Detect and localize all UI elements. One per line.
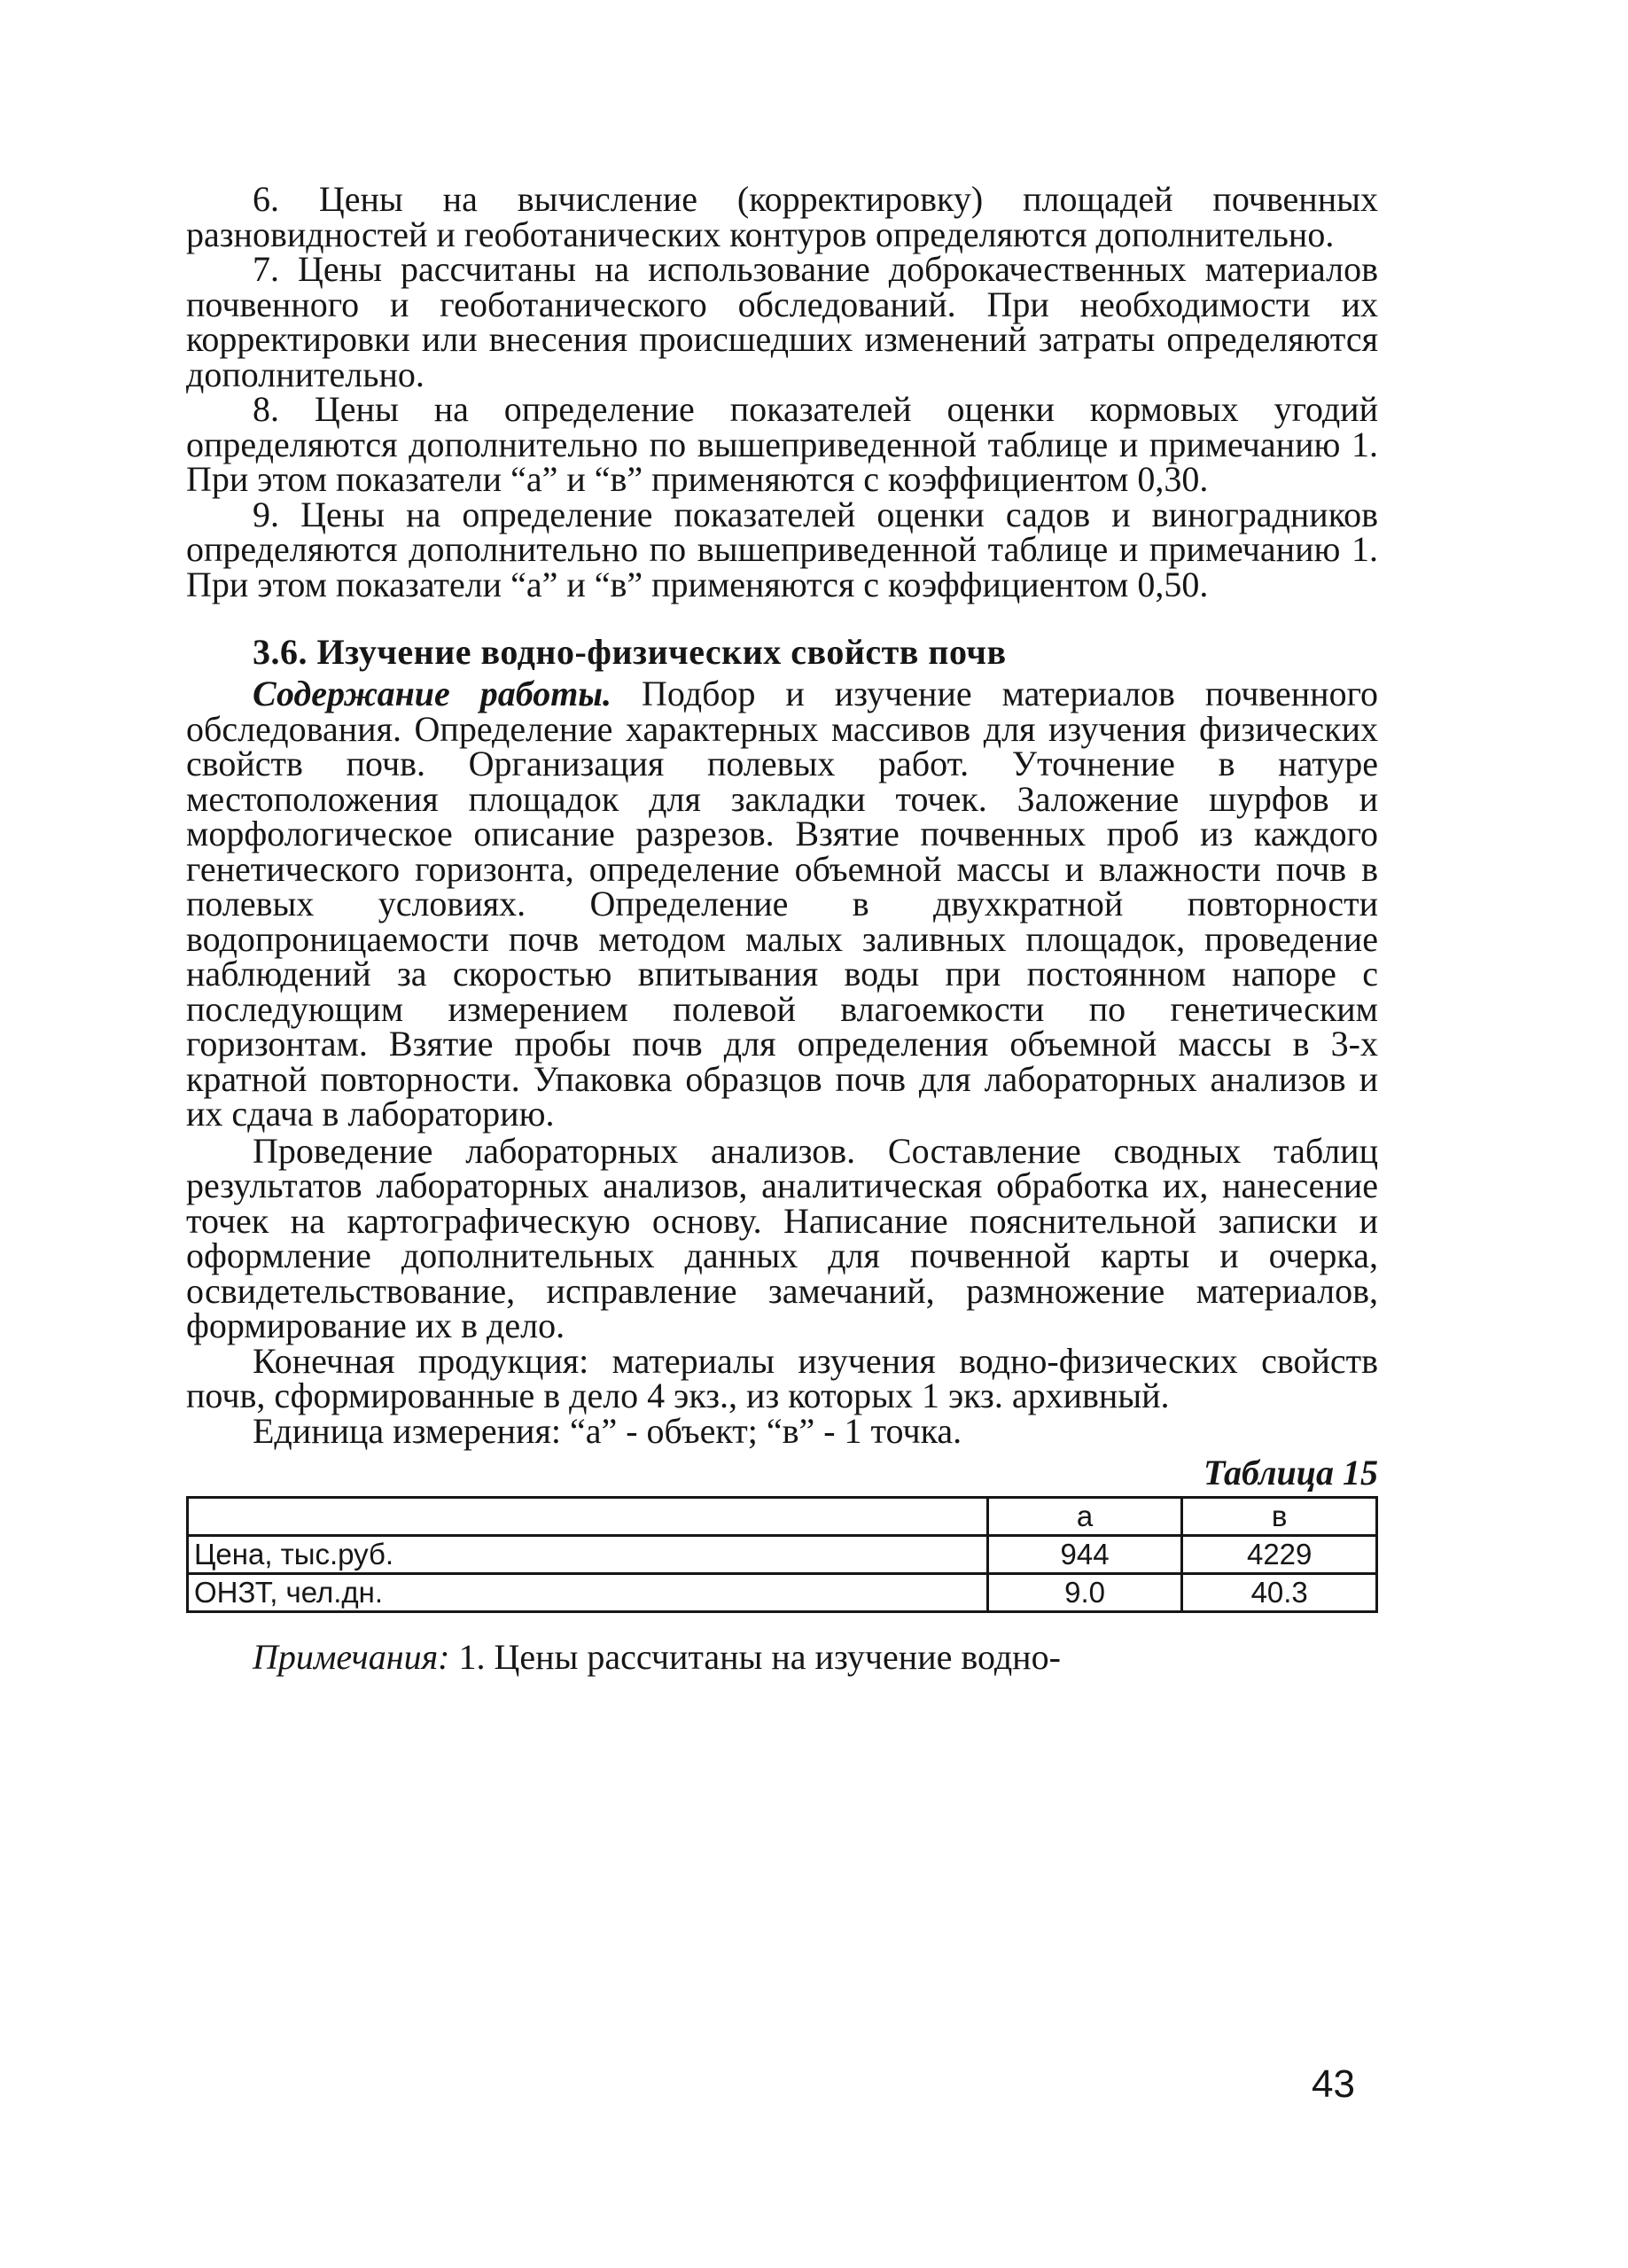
notes-label: Примечания:: [253, 1637, 450, 1677]
table-row-label: Цена, тыс.руб.: [188, 1536, 988, 1574]
table-cell-a: 944: [987, 1536, 1182, 1574]
document-page: [186, 179, 1378, 1677]
paragraph-8: 8. Цены на определение показателей оценки кормовых угодий определяются дополнительно по вышеприведенной таблице и примечанию 1. При этом показатели “а” и “в” применяются с коэффициентом 0,30.: [186, 389, 1378, 499]
table-caption: Таблица 15: [1203, 1453, 1378, 1493]
product-paragraph: Конечная продукция: материалы изучения водно-физических свойств почв, сформированные в дело 4 экз., из которых 1 экз. архивный.: [186, 1340, 1378, 1415]
table-row: [188, 1536, 1377, 1574]
paragraph-7: 7. Цены рассчитаны на использование доброкачественных материалов почвенного и геоботанического обследований. При необходимости их корректировки или внесения происшедших изменений затраты определяются дополнительно.: [186, 249, 1378, 394]
lab-paragraph: Проведение лабораторных анализов. Составление сводных таблиц результатов лабораторных анализов, аналитическая обработка их, нанесение точек на картографическую основу. Написание пояснительной записки и оформление дополнительных данных для почвенной карты и очерка, освидетельствование, исправление замечаний, размножение материалов, формирование их в дело.: [186, 1130, 1378, 1345]
table-cell-a: 9.0: [987, 1574, 1182, 1612]
table-cell-b: 40.3: [1182, 1574, 1377, 1612]
unit-paragraph: Единица измерения: “а” - объект; “в” - 1 точка.: [253, 1410, 962, 1451]
section-heading: 3.6. Изучение водно-физических свойств почв: [253, 632, 1007, 672]
table-row: [188, 1574, 1377, 1612]
table-header-cell-b: в: [1182, 1498, 1377, 1536]
table-header-cell-a: а: [987, 1498, 1182, 1536]
table-header-cell-empty: [188, 1498, 988, 1536]
notes-text: 1. Цены рассчитаны на изучение водно-: [449, 1637, 1061, 1677]
price-table: [186, 1496, 1378, 1613]
content-paragraph: [186, 676, 1378, 1132]
table-row-label: ОНЗТ, чел.дн.: [188, 1574, 988, 1612]
table-cell-b: 4229: [1182, 1536, 1377, 1574]
table-header-row: [188, 1498, 1377, 1536]
paragraph-9: 9. Цены на определение показателей оценки садов и виноградников определяются дополнительно по вышеприведенной таблице и примечанию 1. При этом показатели “а” и “в” применяются с коэффициентом 0,50.: [186, 494, 1378, 604]
notes-paragraph: [186, 1637, 1378, 1677]
content-text: Подбор и изучение материалов почвенного обследования. Определение характерных массивов для изучения физических свойств почв. Организация полевых работ. Уточнение в натуре местоположения площадок для закладки точек. Заложение шурфов и морфологическое описание разрезов. Взятие почвенных проб из каждого генетического горизонта, определение объемной массы и влажности почв в полевых условиях. Определение в двухкратной повторности водопроницаемости почв методом малых заливных площадок, проведение наблюдений за скоростью впитывания воды при постоянном напоре с последующим измерением полевой влагоемкости по генетическим горизонтам. Взятие пробы почв для определения объемной массы в 3-х кратной повторности. Упаковка образцов почв для лабораторных анализов и их сдача в лабораторию.: [186, 674, 1378, 1134]
content-label: Содержание работы.: [253, 674, 612, 713]
page-number: 43: [1312, 2062, 1355, 2106]
paragraph-6: 6. Цены на вычисление (корректировку) площадей почвенных разновидностей и геоботанических контуров определяются дополнительно.: [186, 179, 1378, 254]
